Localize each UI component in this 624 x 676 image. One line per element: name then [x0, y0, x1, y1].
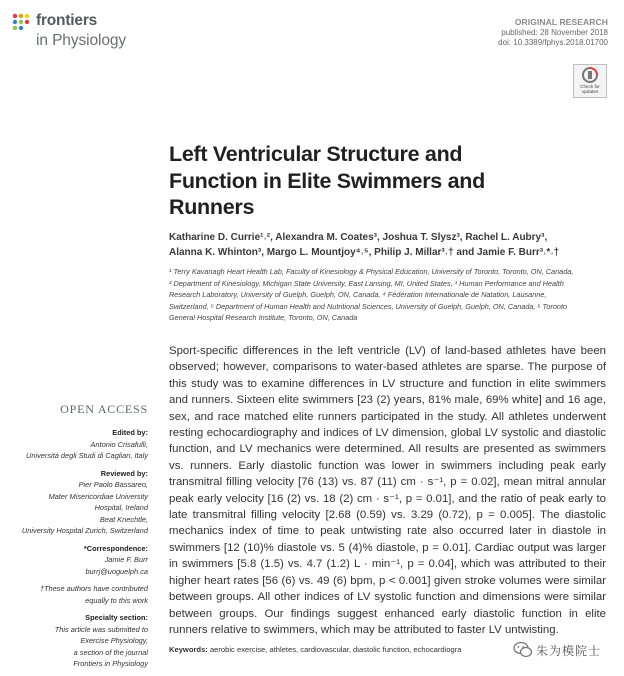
- article-meta: [498, 17, 608, 49]
- author-line: Alanna K. Whinton³, Margo L. Mountjoy⁴˒⁵, Philip J. Millar³˒† and Jamie F. Burr³˒*˒†: [169, 247, 560, 258]
- correspondence-heading: *Correspondence:: [83, 543, 148, 553]
- affiliation-line: ² Department of Kinesiology, Michigan State University, East Lansing, MI, United States, ³ Human Performance and Health: [169, 278, 564, 288]
- affiliations: [169, 266, 609, 324]
- author-line: Katharine D. Currie¹˒², Alexandra M. Coates³, Joshua T. Slysz³, Rachel L. Aubry³,: [169, 232, 548, 243]
- edited-by-heading: Edited by:: [112, 428, 148, 437]
- title-line: Runners: [169, 195, 255, 219]
- keywords-label: Keywords:: [169, 645, 208, 654]
- frontiers-logo-icon: [12, 13, 34, 33]
- affiliation-line: General Hospital Research Institute, Toronto, ON, Canada: [169, 313, 358, 323]
- check-updates-label: Check for updates: [580, 84, 600, 94]
- sidebar-line: a section of the journal: [73, 647, 148, 657]
- sidebar-line: Università degli Studi di Cagliari, Italy: [26, 451, 148, 460]
- sidebar-line: Hospital, Ireland: [94, 503, 148, 512]
- article-title: [169, 141, 589, 221]
- wechat-watermark: [513, 639, 623, 661]
- affiliation-line: Switzerland, ⁵ Department of Human Health and Nutritional Sciences, University of Guelph, Guelph, ON, Canada, ⁶ Toronto: [169, 301, 568, 311]
- sidebar-line: †These authors have contributed: [39, 584, 148, 593]
- reviewed-by-block: [0, 468, 148, 537]
- sidebar-line: University Hospital Zurich, Switzerland: [21, 526, 148, 535]
- sidebar-line: Mater Misericordiae University: [48, 491, 148, 501]
- title-line: Left Ventricular Structure and: [169, 142, 463, 166]
- edited-by-block: [0, 427, 148, 462]
- author-list: [169, 230, 609, 260]
- sidebar-line: This article was submitted to: [54, 624, 148, 634]
- abstract-text: Sport-specific differences in the left ventricle (LV) of land-based athletes have been observed; however, comparisons to water-based athletes are sparse. The purpose of this study was to examine differences in LV structure and function in elite swimmers and runners. Sixteen elite swimmers [23 (2) years, 81% male, 69% white] and 16 age, sex, and race matched elite runners participated in the study. All athletes underwent resting echocardiography and indices of LV dimension, global LV systolic and diastolic function, and LV mechanics were determined. All results are presented as swimmers vs. runners. Early diastolic function was lower in swimmers including peak early transmitral filling velocity [76 (13) vs. 87 (11) cm · s⁻¹, p = 0.02], mean mitral annular peak early velocity [16 (2) vs. 18 (2) cm · s⁻¹, p = 0.01], and the ratio of peak early to late transmitral filling velocity [2.68 (0.59) vs. 3.29 (0.72), p = 0.005]. The diastolic mechanics index of time to peak untwisting rate also occurred later in diastole in swimmers [12 (10)% diastole vs. 5 (4)% diastole, p = 0.01]. Cardiac output was larger in swimmers [5.8 (1.5) vs. 4.7 (1.2) L · min⁻¹, p = 0.04], which was attributed to their higher heart rates [56 (6) vs. 49 (6) bpm, p < 0.001] given stroke volumes were similar between groups. All other indices of LV systolic function and dimensions were similar between groups. Our findings suggest enhanced early diastolic function in elite runners relative to swimmers, which may be attributed to faster LV untwisting.: [169, 345, 606, 636]
- sidebar-line: Pier Paolo Bassareo,: [78, 480, 148, 489]
- specialty-heading: Specialty section:: [85, 613, 148, 622]
- article-sidebar: [0, 427, 148, 676]
- sidebar-line: Antonio Crisafulli,: [90, 439, 148, 449]
- specialty-block: [0, 612, 148, 670]
- sidebar-line: Beat Knechtle,: [99, 514, 148, 524]
- journal-logo: [12, 12, 142, 52]
- title-line: Function in Elite Swimmers and: [169, 168, 485, 193]
- correspondence-block: [0, 543, 148, 578]
- reviewed-by-heading: Reviewed by:: [100, 468, 148, 478]
- keywords-text: aerobic exercise, athletes, cardiovascular, diastolic function, echocardiogra: [209, 645, 462, 654]
- wechat-icon: [513, 641, 533, 659]
- sidebar-line: equally to this work: [85, 595, 148, 605]
- sidebar-line: Exercise Physiology,: [80, 636, 148, 645]
- affiliation-line: ¹ Terry Kavanagh Heart Health Lab, Faculty of Kinesiology & Physical Education, University of Toronto, Toronto, ON, Canada,: [169, 267, 574, 276]
- check-for-updates-badge[interactable]: [573, 64, 607, 98]
- logo-word-journal: in Physiology: [36, 32, 127, 49]
- doi[interactable]: doi: 10.3389/fphys.2018.01700: [498, 38, 608, 47]
- check-updates-icon: [580, 67, 600, 83]
- correspondence-email[interactable]: burrj@uoguelph.ca: [85, 566, 148, 576]
- published-date: published: 28 November 2018: [501, 27, 608, 37]
- affiliation-line: Research Laboratory, University of Guelph, Guelph, ON, Canada, ⁴ Fédération Internationale de Natation, Lausanne,: [169, 290, 547, 300]
- article-type: ORIGINAL RESEARCH: [514, 17, 608, 27]
- contribution-note: [0, 583, 148, 606]
- sidebar-line: Jamie F. Burr: [104, 555, 148, 564]
- logo-word-frontiers: frontiers: [36, 12, 98, 29]
- sidebar-line: Frontiers in Physiology: [73, 659, 148, 668]
- watermark-text: 朱为模院士: [536, 644, 602, 658]
- open-access-label: OPEN ACCESS: [60, 402, 148, 416]
